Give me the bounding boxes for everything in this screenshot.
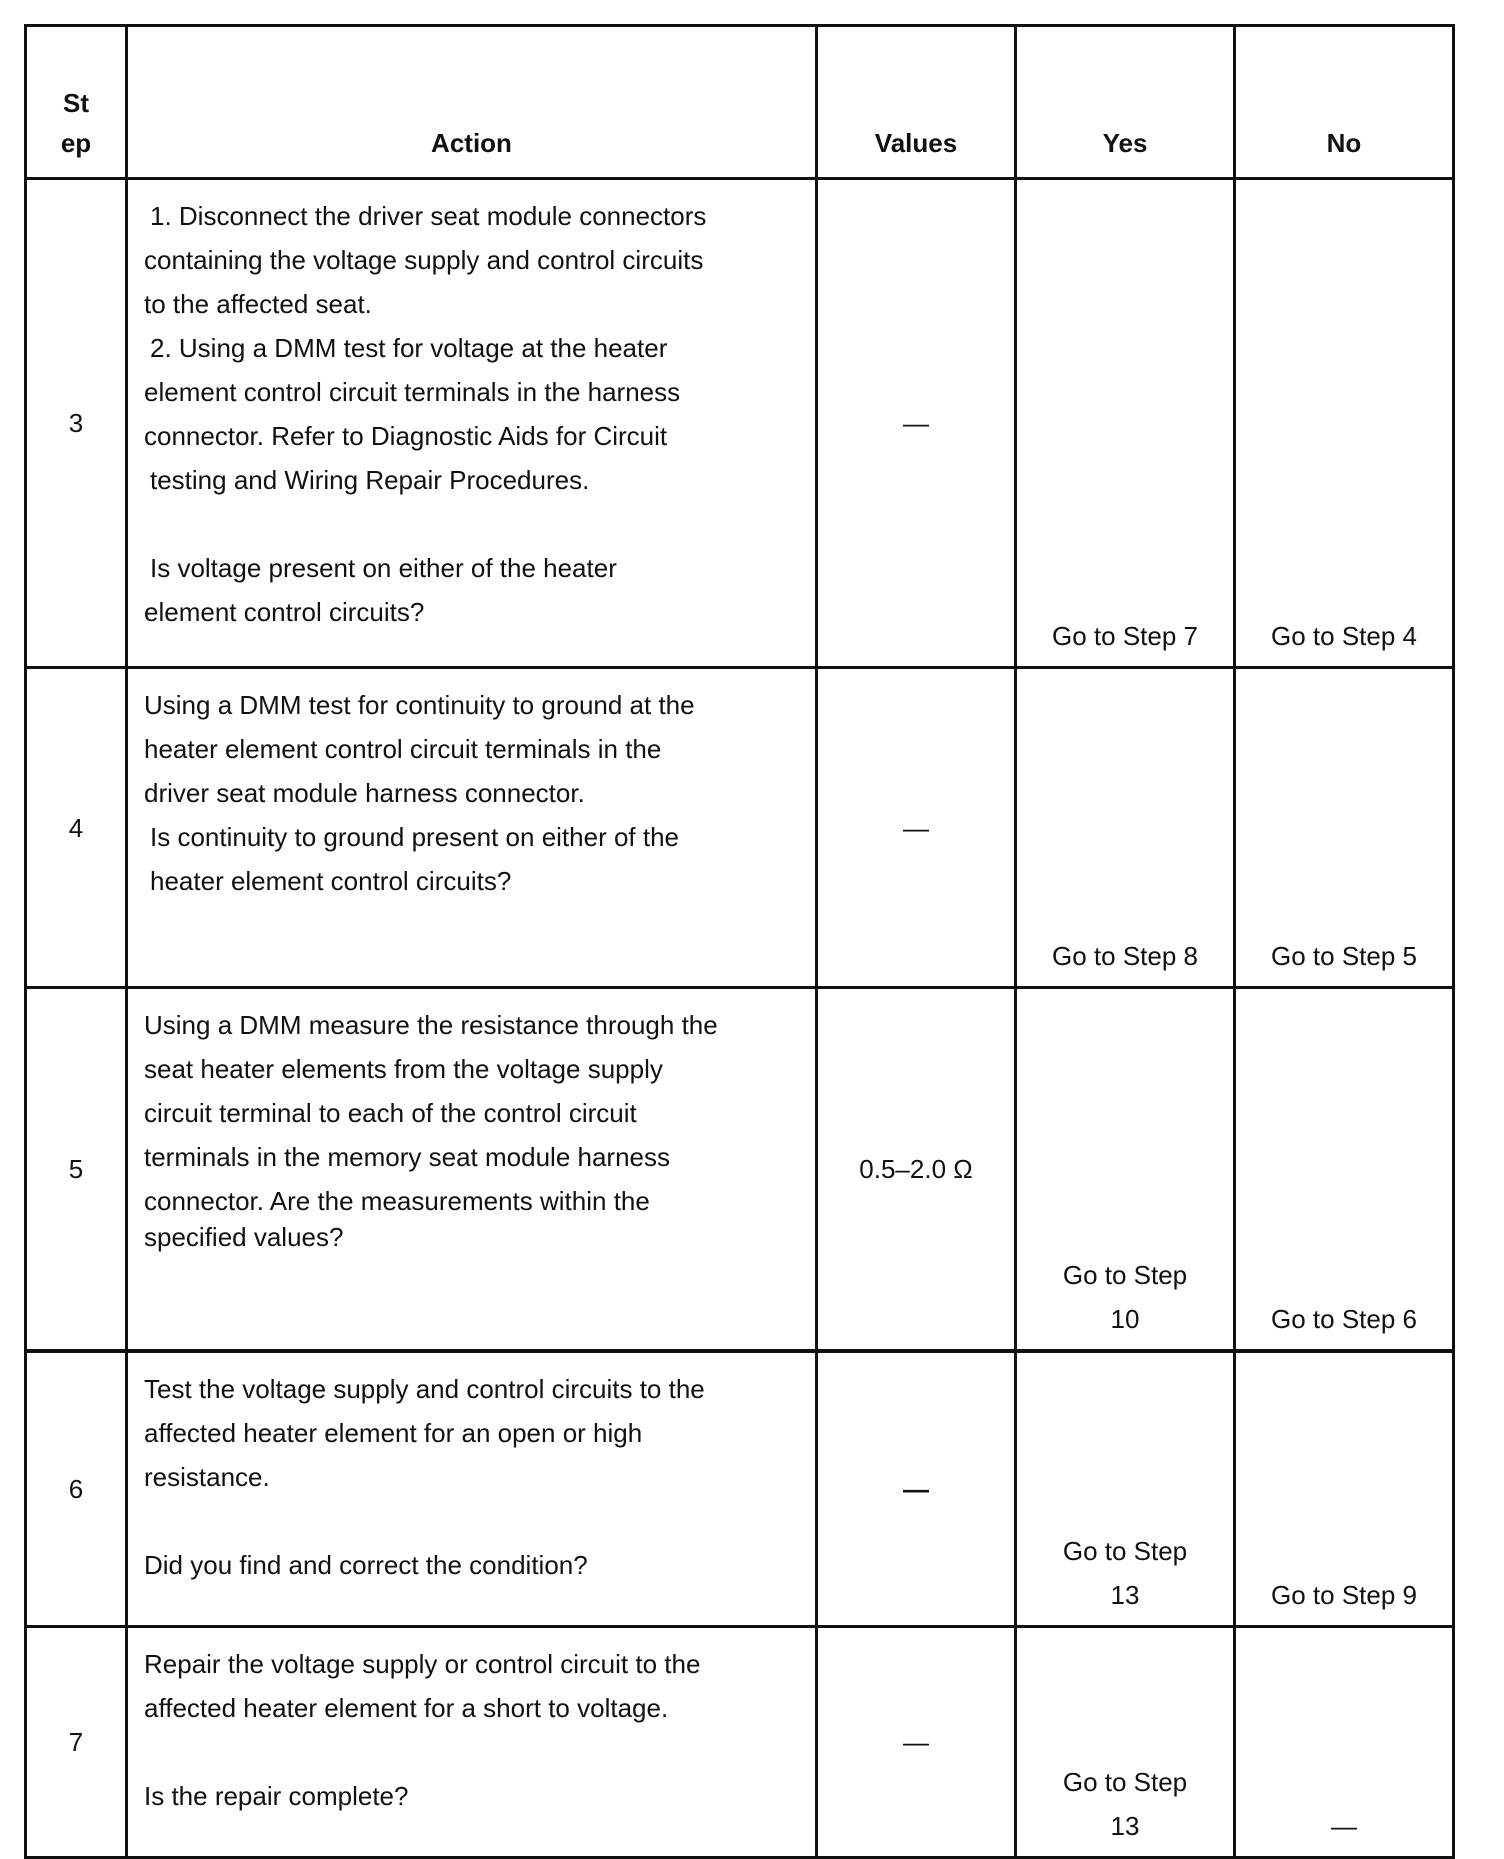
header-no: No (1235, 26, 1454, 179)
value-cell: — (817, 668, 1016, 988)
yes-cell: Go to Step 13 (1016, 1351, 1235, 1627)
value-cell: 0.5–2.0 Ω (817, 988, 1016, 1352)
header-step: St ep (26, 26, 127, 179)
no-cell: Go to Step 4 (1235, 179, 1454, 668)
diagnostic-table (24, 24, 1455, 1859)
step-number: 6 (26, 1351, 127, 1627)
table-row (26, 1351, 1454, 1627)
table-row (26, 668, 1454, 988)
no-cell: — (1235, 1627, 1454, 1858)
yes-cell: Go to Step 13 (1016, 1627, 1235, 1858)
action-cell: 1. Disconnect the driver seat module connectors containing the voltage supply and control circuits to the affected seat. 2. Using a DMM test for voltage at the heater element control circuit terminals in the harness connector. Refer to Diagnostic Aids for Circuit testing and Wiring Repair Procedures. Is voltage present on either of the heater element control circuits? (127, 179, 817, 668)
table-row (26, 988, 1454, 1352)
header-row (26, 26, 1454, 179)
action-cell: Using a DMM measure the resistance through the seat heater elements from the voltage supply circuit terminal to each of the control circuit terminals in the memory seat module harness connector. Are the measurements within the specified values? (127, 988, 817, 1352)
yes-cell: Go to Step 7 (1016, 179, 1235, 668)
value-cell: — (817, 1351, 1016, 1627)
step-number: 4 (26, 668, 127, 988)
step-number: 5 (26, 988, 127, 1352)
step-number: 7 (26, 1627, 127, 1858)
yes-cell: Go to Step 8 (1016, 668, 1235, 988)
action-cell: Test the voltage supply and control circuits to the affected heater element for an open or high resistance. Did you find and correct the condition? (127, 1351, 817, 1627)
no-cell: Go to Step 6 (1235, 988, 1454, 1352)
header-yes: Yes (1016, 26, 1235, 179)
no-cell: Go to Step 9 (1235, 1351, 1454, 1627)
value-cell: — (817, 1627, 1016, 1858)
table-row (26, 1627, 1454, 1858)
no-cell: Go to Step 5 (1235, 668, 1454, 988)
yes-cell: Go to Step 10 (1016, 988, 1235, 1352)
step-number: 3 (26, 179, 127, 668)
table-row (26, 179, 1454, 668)
value-cell: — (817, 179, 1016, 668)
header-values: Values (817, 26, 1016, 179)
header-action: Action (127, 26, 817, 179)
action-cell: Using a DMM test for continuity to ground at the heater element control circuit terminals in the driver seat module harness connector. Is continuity to ground present on either of the heater element control circuits? (127, 668, 817, 988)
action-cell: Repair the voltage supply or control circuit to the affected heater element for a short to voltage. Is the repair complete? (127, 1627, 817, 1858)
